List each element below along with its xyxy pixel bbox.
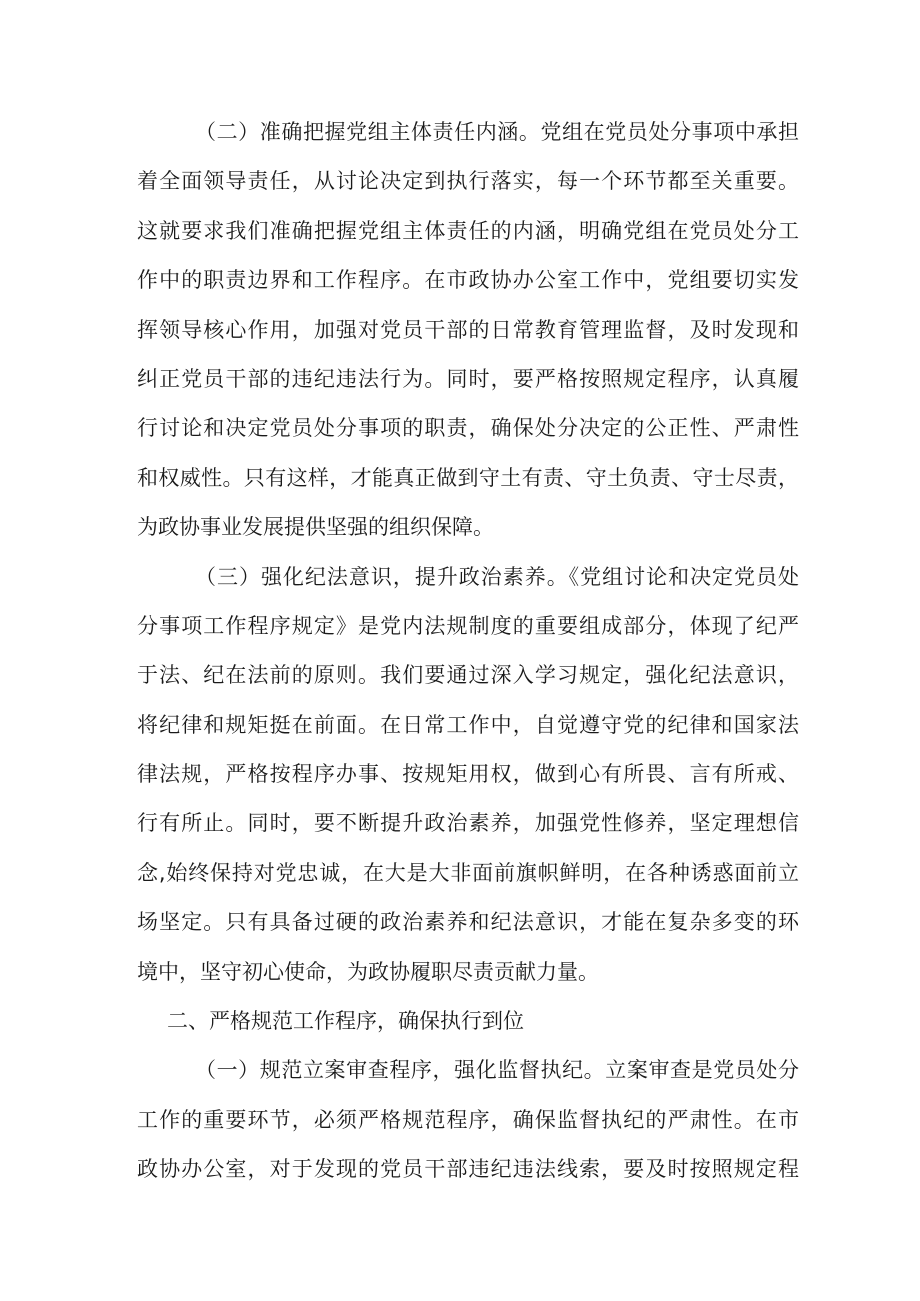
text-line: 这就要求我们准确把握党组主体责任的内涵，明确党组在党员处分工 xyxy=(137,218,799,243)
text-line: （一）规范立案审查程序，强化监督执纪。立案审查是党员处分 xyxy=(195,1058,799,1083)
text-line: 行有所止。同时，要不断提升政治素养，加强党性修养，坚定理想信 xyxy=(137,811,799,836)
text-line: 作中的职责边界和工作程序。在市政协办公室工作中，党组要切实发 xyxy=(137,268,799,293)
text-line: 律法规，严格按程序办事、按规矩用权，做到心有所畏、言有所戒、 xyxy=(137,762,799,787)
text-line: 行讨论和决定党员处分事项的职责，确保处分决定的公正性、严肃性 xyxy=(137,416,799,441)
section-heading xyxy=(137,997,799,1046)
text-line: 工作的重要环节，必须严格规范程序，确保监督执纪的严肃性。在市 xyxy=(137,1107,799,1132)
text-line: 于法、纪在法前的原则。我们要通过深入学习规定，强化纪法意识， xyxy=(137,663,799,688)
text-line: 为政协事业发展提供坚强的组织保障。 xyxy=(137,515,494,540)
paragraph-1-case-review xyxy=(137,1046,799,1194)
paragraph-3-discipline xyxy=(137,553,799,998)
document-body xyxy=(137,108,799,1195)
text-line: 挥领导核心作用，加强对党员干部的日常教育管理监督，及时发现和 xyxy=(137,317,799,342)
text-line: 纠正党员干部的违纪违法行为。同时，要严格按照规定程序，认真履 xyxy=(137,366,799,391)
text-line: 将纪律和规矩挺在前面。在日常工作中，自觉遵守党的纪律和国家法 xyxy=(137,712,799,737)
text-line: 境中，坚守初心使命，为政协履职尽责贡献力量。 xyxy=(137,959,599,984)
text-line: 着全面领导责任，从讨论决定到执行落实，每一个环节都至关重要。 xyxy=(137,169,799,194)
text-line: 念,始终保持对党忠诚，在大是大非面前旗帜鲜明，在各种诱惑面前立 xyxy=(137,860,799,885)
text-line: 分事项工作程序规定》是党内法规制度的重要组成部分，体现了纪严 xyxy=(137,613,799,638)
text-line: 政协办公室，对于发现的党员干部违纪违法线索，要及时按照规定程 xyxy=(137,1157,799,1182)
text-line: 场坚定。只有具备过硬的政治素养和纪法意识，才能在复杂多变的环 xyxy=(137,910,799,935)
text-line: （二）准确把握党组主体责任内涵。党组在党员处分事项中承担 xyxy=(195,120,799,144)
text-line: （三）强化纪法意识，提升政治素养。《党组讨论和决定党员处 xyxy=(195,564,799,589)
text-line: 和权威性。只有这样，才能真正做到守土有责、守土负责、守士尽责， xyxy=(137,465,799,490)
section-heading-text: 二、严格规范工作程序，确保执行到位 xyxy=(167,1009,524,1034)
paragraph-2-responsibility xyxy=(137,108,799,553)
